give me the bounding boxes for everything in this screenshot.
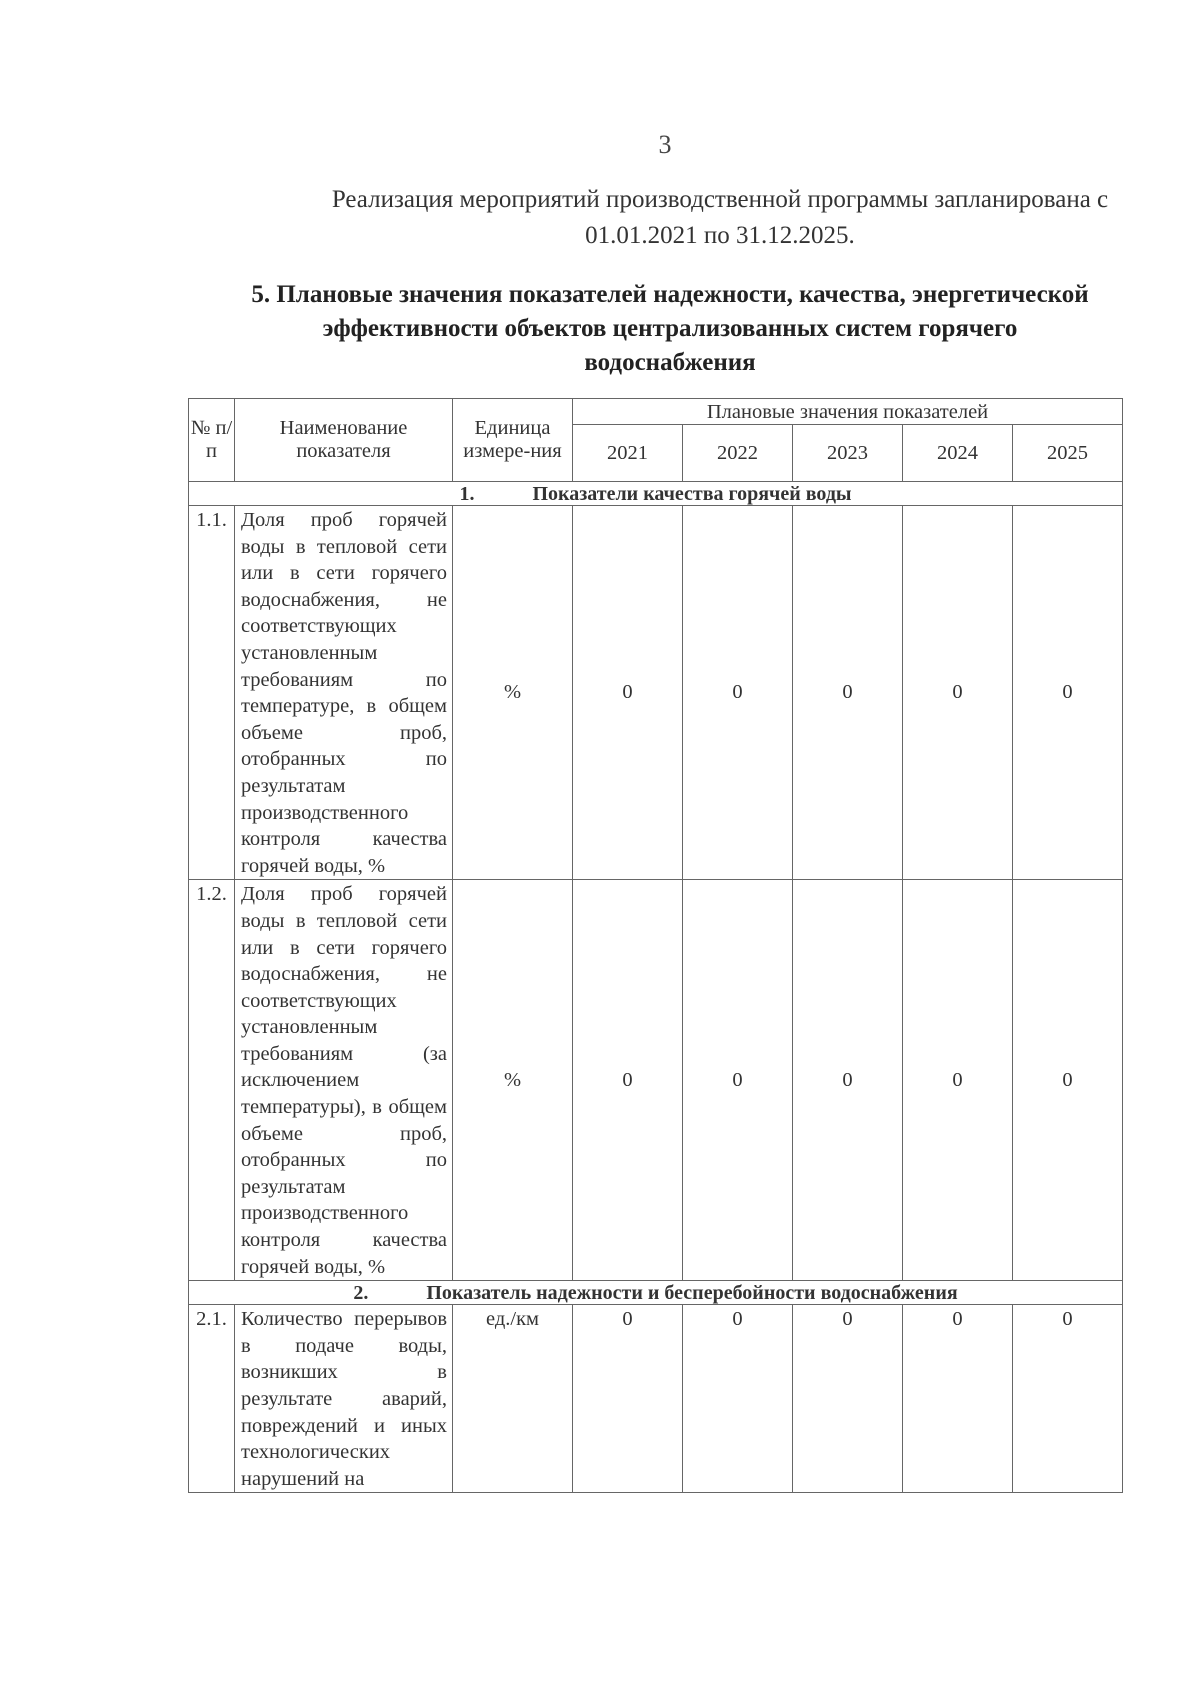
section-heading-text: Показатели качества горячей воды <box>532 482 852 505</box>
value-cell: 0 <box>793 506 903 880</box>
table-row <box>189 506 1123 880</box>
section-number: 2. <box>353 1281 369 1304</box>
value-cell: 0 <box>793 1305 903 1493</box>
value-cell: 0 <box>573 1305 683 1493</box>
header-row <box>189 399 1123 425</box>
header-year: 2024 <box>903 425 1013 482</box>
header-year: 2021 <box>573 425 683 482</box>
section-title: 5. Плановые значения показателей надежности, качества, энергетической эффективности объектов централизованных систем горячего водоснабжения <box>251 281 1089 376</box>
row-number: 1.2. <box>189 880 235 1281</box>
indicator-name: Количество перерывов в подаче воды, возникших в результате аварий, повреждений и иных технологических нарушений на <box>235 1305 453 1493</box>
indicator-name: Доля проб горячей воды в тепловой сети или в сети горячего водоснабжения, не соответствующих установленным требованиям (за исключением температуры), в общем объеме проб, отобранных по результатам производственного контроля качества горячей воды, % <box>235 880 453 1281</box>
indicator-name: Доля проб горячей воды в тепловой сети или в сети горячего водоснабжения, не соответствующих установленным требованиям по температуре, в общем объеме проб, отобранных по результатам производственного контроля качества горячей воды, % <box>235 506 453 880</box>
section-heading <box>189 482 1123 506</box>
value-cell: 0 <box>903 506 1013 880</box>
table-row <box>189 1305 1123 1493</box>
section-heading-text: Показатель надежности и бесперебойности водоснабжения <box>426 1281 958 1304</box>
unit-cell: ед./км <box>453 1305 573 1493</box>
header-name: Наименование показателя <box>235 399 453 482</box>
value-cell: 0 <box>903 1305 1013 1493</box>
row-number: 1.1. <box>189 506 235 880</box>
indicators-table <box>188 398 1123 1493</box>
intro-paragraph: Реализация мероприятий производственной программы запланирована с 01.01.2021 по 31.12.2025. <box>331 186 1109 249</box>
header-year: 2025 <box>1013 425 1123 482</box>
value-cell: 0 <box>683 880 793 1281</box>
header-year: 2022 <box>683 425 793 482</box>
value-cell: 0 <box>793 880 903 1281</box>
row-number: 2.1. <box>189 1305 235 1493</box>
value-cell: 0 <box>683 1305 793 1493</box>
value-cell: 0 <box>1013 506 1123 880</box>
value-cell: 0 <box>573 880 683 1281</box>
section-row <box>189 482 1123 506</box>
section-heading <box>189 1281 1123 1305</box>
value-cell: 0 <box>1013 1305 1123 1493</box>
header-planned: Плановые значения показателей <box>573 399 1123 425</box>
value-cell: 0 <box>1013 880 1123 1281</box>
value-cell: 0 <box>573 506 683 880</box>
value-cell: 0 <box>683 506 793 880</box>
table-row <box>189 880 1123 1281</box>
unit-cell: % <box>453 880 573 1281</box>
header-num: № п/п <box>189 399 235 482</box>
value-cell: 0 <box>903 880 1013 1281</box>
unit-cell: % <box>453 506 573 880</box>
header-year: 2023 <box>793 425 903 482</box>
section-row <box>189 1281 1123 1305</box>
section-number: 1. <box>459 482 475 505</box>
header-unit: Единица измере-ния <box>453 399 573 482</box>
page-number: 3 <box>658 130 672 159</box>
